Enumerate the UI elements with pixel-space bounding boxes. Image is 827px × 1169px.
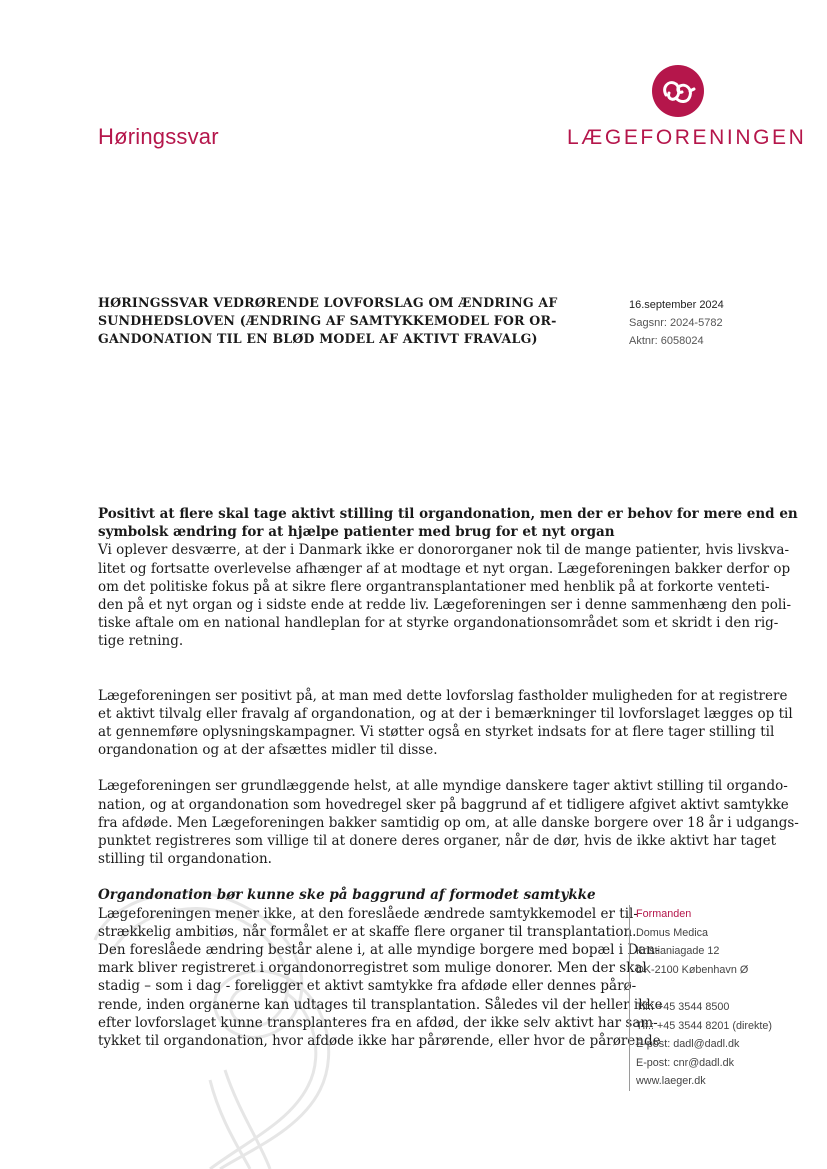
paragraph-line: litet og fortsatte overlevelse afhænger af at modtage et nyt organ. Lægeforeningen bakker derfor op — [98, 560, 791, 577]
paragraph-line: Den foreslåede ændring består alene i, at alle myndige borgere med bopæl i Dan- — [98, 942, 660, 959]
subject-line: HØRINGSSVAR VEDRØRENDE LOVFORSLAG OM ÆNDRING AF — [98, 295, 558, 310]
paragraph-line: strækkelig ambitiøs, når formålet er at skaffe flere organer til transplantation. — [98, 923, 637, 940]
sidebar-title: Formanden — [636, 908, 692, 920]
document-type-title: Høringssvar — [98, 124, 219, 149]
street-address: Kristianiagade 12 — [636, 945, 720, 958]
paragraph-line: om det politiske fokus på at sikre flere organtransplantationer med henblik på at forkorte venteti- — [98, 578, 770, 595]
paragraph-line: stadig – som i dag - foreligger et aktivt samtykke fra afdøde eller dennes pårø- — [98, 978, 637, 995]
document-date: 16.september 2024 — [629, 299, 724, 311]
brand-name: LÆGEFORENINGEN — [567, 126, 807, 149]
paragraph-line: stilling til organdonation. — [98, 851, 272, 868]
organization-name: Domus Medica — [636, 926, 709, 939]
paragraph-line: Vi oplever desværre, at der i Danmark ikke er donororganer nok til de mange patienter, hvis livskva- — [98, 542, 790, 559]
paragraph-line: rende, inden organerne kan udtages til transplantation. Således vil der heller ikke — [98, 996, 663, 1013]
paragraph-line: Lægeforeningen mener ikke, at den foreslåede ændrede samtykkemodel er til- — [98, 905, 638, 922]
paragraph-line: punktet registreres som villige til at donere deres organer, når de dør, hvis de ikke aktivt har taget — [98, 833, 777, 850]
city-address: DK-2100 København Ø — [636, 963, 749, 976]
section-heading: Organdonation bør kunne ske på baggrund af formodet samtykke — [98, 887, 596, 904]
section-heading: symbolsk ændring for at hjælpe patienter med brug for et nyt organ — [98, 524, 615, 541]
document-meta — [629, 296, 724, 350]
section-heading: Positivt at flere skal tage aktivt stilling til organdonation, men der er behov for mere end en — [98, 506, 798, 522]
paragraph-line: nation, og at organdonation som hovedregel sker på baggrund af et tidligere afgivet aktivt samtykke — [98, 796, 789, 813]
paragraph-line: tykket til organdonation, hvor afdøde ikke har pårørende, eller hvor de pårørende — [98, 1033, 661, 1050]
paragraph-line: at gennemføre oplysningskampagner. Vi støtter også en styrket indsats for at flere tager stilling til — [98, 724, 775, 741]
paragraph-line: den på et nyt organ og i sidste ende at redde liv. Lægeforeningen ser i denne sammenhæng den poli- — [98, 597, 792, 614]
paragraph-line: fra afdøde. Men Lægeforeningen bakker samtidig op om, at alle danske borgere over 18 år i udgangs- — [98, 814, 799, 831]
paragraph-line: organdonation og at der afsættes midler til disse. — [98, 742, 438, 759]
paragraph-line: mark bliver registreret i organdonorregistret som mulige donorer. Men der skal — [98, 960, 647, 977]
paragraph-line: et aktivt tilvalg eller fravalg af organdonation, og at der i bemærkninger til lovforslaget lægges op til — [98, 705, 793, 722]
case-number: Sagsnr: 2024-5782 — [629, 317, 723, 329]
email-link[interactable]: E-post: cnr@dadl.dk — [636, 1056, 734, 1069]
subject-line: SUNDHEDSLOVEN (ÆNDRING AF SAMTYKKEMODEL FOR OR- — [98, 313, 557, 328]
phone-number: Tlf.: +45 3544 8500 — [636, 1000, 730, 1013]
subject-line: GANDONATION TIL EN BLØD MODEL AF AKTIVT FRAVALG) — [98, 331, 538, 346]
laegeforeningen-logo-icon — [652, 65, 704, 117]
email-link[interactable]: E-post: dadl@dadl.dk — [636, 1038, 740, 1051]
paragraph-line: tiske aftale om en national handleplan for at styrke organdonationsområdet som et skridt i den rig- — [98, 615, 779, 632]
paragraph-line: efter lovforslaget kunne transplanteres fra en afdød, der ikke selv aktivt har sam- — [98, 1014, 658, 1031]
paragraph-line: tige retning. — [98, 633, 184, 650]
website-link[interactable]: www.laeger.dk — [636, 1075, 706, 1088]
subject-heading — [98, 294, 558, 348]
direct-phone-number: Tlf.: +45 3544 8201 (direkte) — [636, 1019, 772, 1032]
contact-sidebar — [629, 905, 772, 1091]
paragraph-line: Lægeforeningen ser positivt på, at man med dette lovforslag fastholder muligheden for at registrere — [98, 687, 788, 704]
act-number: Aktnr: 6058024 — [629, 335, 704, 347]
paragraph-line: Lægeforeningen ser grundlæggende helst, at alle myndige danskere tager aktivt stilling til orgando- — [98, 778, 788, 795]
